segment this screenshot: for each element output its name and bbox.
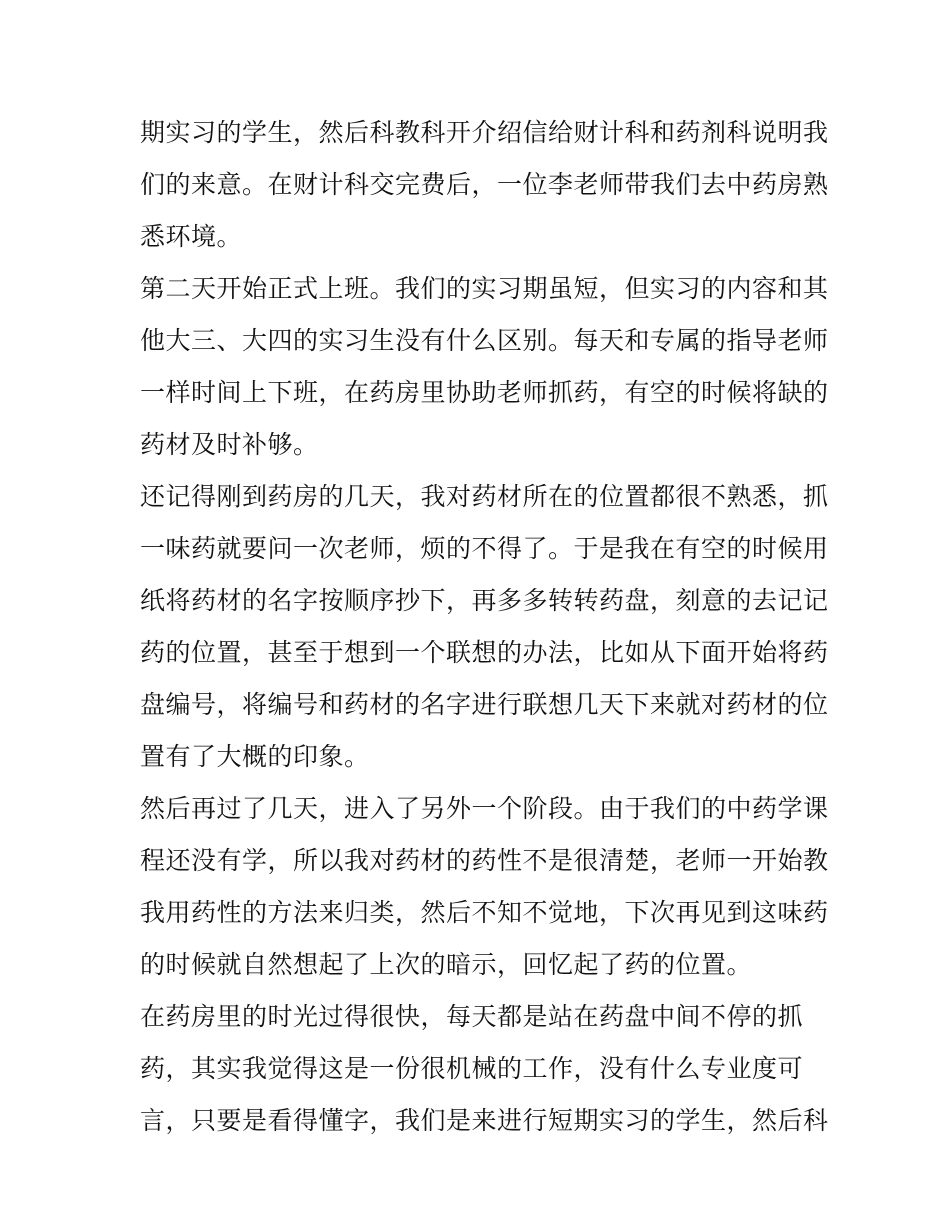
text-line: 还记得刚到药房的几天，我对药材所在的位置都很不熟悉，抓 bbox=[140, 482, 829, 511]
text-line: 我用药性的方法来归类，然后不知不觉地，下次再见到这味药 bbox=[140, 898, 829, 927]
text-line: 纸将药材的名字按顺序抄下，再多多转转药盘，刻意的去记记 bbox=[140, 586, 829, 615]
text-line: 药，其实我觉得这是一份很机械的工作，没有什么专业度可 bbox=[140, 1054, 804, 1083]
text-line: 药材及时补够。 bbox=[140, 430, 319, 459]
text-line: 言，只要是看得懂字，我们是来进行短期实习的学生，然后科 bbox=[140, 1106, 829, 1135]
text-line: 药的位置，甚至于想到一个联想的办法，比如从下面开始将药 bbox=[140, 638, 829, 667]
text-line: 然后再过了几天，进入了另外一个阶段。由于我们的中药学课 bbox=[140, 794, 829, 823]
text-line: 他大三、大四的实习生没有什么区别。每天和专属的指导老师 bbox=[140, 326, 829, 355]
text-line: 的时候就自然想起了上次的暗示，回忆起了药的位置。 bbox=[140, 950, 753, 979]
text-line: 悉环境。 bbox=[140, 222, 243, 251]
text-line: 一样时间上下班，在药房里协助老师抓药，有空的时候将缺的 bbox=[140, 378, 829, 407]
paragraph-1 bbox=[140, 107, 829, 263]
text-line: 第二天开始正式上班。我们的实习期虽短，但实习的内容和其 bbox=[140, 274, 829, 303]
paragraph-3 bbox=[140, 471, 829, 783]
text-line: 盘编号，将编号和药材的名字进行联想几天下来就对药材的位 bbox=[140, 690, 829, 719]
text-line: 在药房里的时光过得很快，每天都是站在药盘中间不停的抓 bbox=[140, 1002, 804, 1031]
document-body bbox=[140, 107, 829, 1147]
text-line: 一味药就要问一次老师，烦的不得了。于是我在有空的时候用 bbox=[140, 534, 829, 563]
text-line: 置有了大概的印象。 bbox=[140, 742, 370, 771]
paragraph-4 bbox=[140, 783, 829, 991]
text-line: 程还没有学，所以我对药材的药性不是很清楚，老师一开始教 bbox=[140, 846, 829, 875]
paragraph-5 bbox=[140, 991, 829, 1147]
text-line: 期实习的学生，然后科教科开介绍信给财计科和药剂科说明我 bbox=[140, 118, 829, 147]
text-line: 们的来意。在财计科交完费后，一位李老师带我们去中药房熟 bbox=[140, 170, 829, 199]
paragraph-2 bbox=[140, 263, 829, 471]
